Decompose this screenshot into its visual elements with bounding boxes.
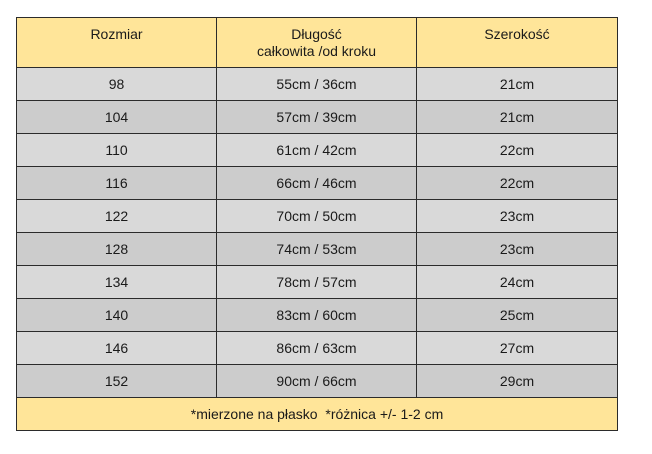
length-cell: 66cm / 46cm [217, 167, 417, 200]
size-cell: 122 [17, 200, 217, 233]
footnote-row [17, 398, 618, 431]
footnote-cell: *mierzone na płasko *różnica +/- 1-2 cm [17, 398, 618, 431]
width-cell: 23cm [417, 233, 618, 266]
size-cell: 128 [17, 233, 217, 266]
length-cell: 78cm / 57cm [217, 266, 417, 299]
table-row [17, 299, 618, 332]
width-cell: 25cm [417, 299, 618, 332]
header-size: Rozmiar [17, 18, 217, 68]
size-cell: 116 [17, 167, 217, 200]
size-cell: 152 [17, 365, 217, 398]
length-cell: 90cm / 66cm [217, 365, 417, 398]
size-cell: 146 [17, 332, 217, 365]
size-cell: 140 [17, 299, 217, 332]
table-row [17, 134, 618, 167]
table-body [17, 68, 618, 398]
table-row [17, 68, 618, 101]
table-row [17, 332, 618, 365]
length-cell: 83cm / 60cm [217, 299, 417, 332]
table-row [17, 266, 618, 299]
length-cell: 70cm / 50cm [217, 200, 417, 233]
length-cell: 86cm / 63cm [217, 332, 417, 365]
size-cell: 134 [17, 266, 217, 299]
table-row [17, 167, 618, 200]
width-cell: 21cm [417, 68, 618, 101]
size-cell: 110 [17, 134, 217, 167]
table-row [17, 101, 618, 134]
header-length-line1: Długość [291, 26, 342, 42]
length-cell: 55cm / 36cm [217, 68, 417, 101]
length-cell: 61cm / 42cm [217, 134, 417, 167]
width-cell: 24cm [417, 266, 618, 299]
header-row [17, 18, 618, 68]
length-cell: 74cm / 53cm [217, 233, 417, 266]
size-cell: 98 [17, 68, 217, 101]
width-cell: 29cm [417, 365, 618, 398]
table-footer [17, 398, 618, 431]
width-cell: 22cm [417, 134, 618, 167]
width-cell: 27cm [417, 332, 618, 365]
size-chart-table [16, 17, 618, 431]
width-cell: 21cm [417, 101, 618, 134]
header-length-line2: całkowita /od kroku [256, 43, 377, 59]
size-cell: 104 [17, 101, 217, 134]
table-row [17, 233, 618, 266]
width-cell: 23cm [417, 200, 618, 233]
table-row [17, 200, 618, 233]
length-cell: 57cm / 39cm [217, 101, 417, 134]
width-cell: 22cm [417, 167, 618, 200]
table-header [17, 18, 618, 68]
table-row [17, 365, 618, 398]
header-width: Szerokość [417, 18, 618, 68]
header-length [217, 18, 417, 68]
